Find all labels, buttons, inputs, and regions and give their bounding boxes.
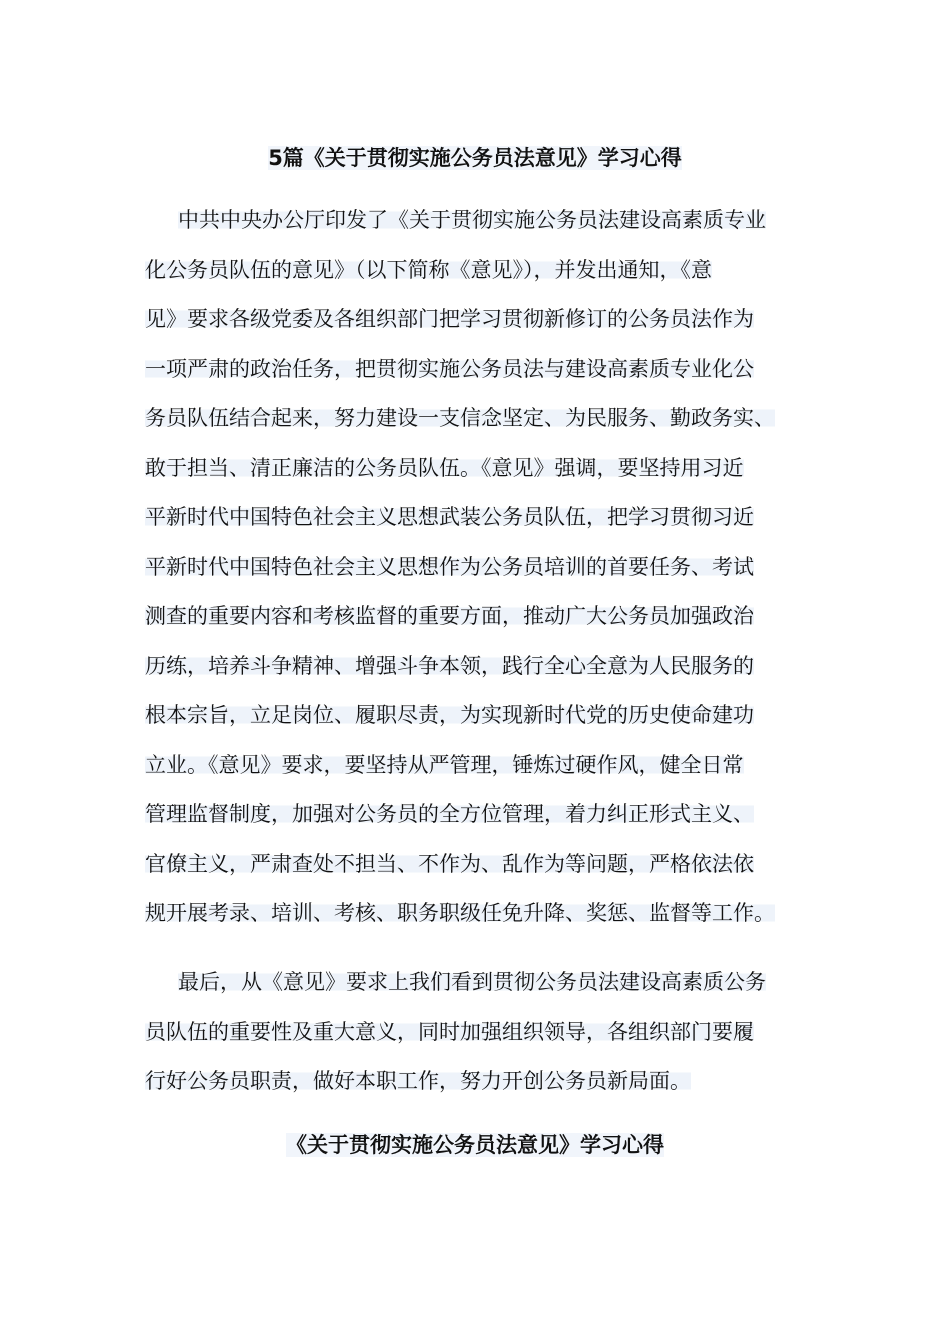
paragraph-line: 平新时代中国特色社会主义思想武装公务员队伍，把学习贯彻习近 (145, 505, 754, 529)
paragraph-line: 规开展考录、培训、考核、职务职级任免升降、奖惩、监督等工作。 (145, 901, 775, 925)
paragraph-line: 测查的重要内容和考核监督的重要方面，推动广大公务员加强政治 (145, 604, 754, 628)
paragraph-line: 务员队伍结合起来，努力建设一支信念坚定、为民服务、勤政务实、 (145, 406, 775, 430)
document-title (0, 143, 950, 173)
paragraph-2 (145, 958, 813, 1107)
paragraph-line: 员队伍的重要性及重大意义，同时加强组织领导，各组织部门要履 (145, 1019, 754, 1044)
paragraph-line: 官僚主义，严肃查处不担当、不作为、乱作为等问题，严格依法依 (145, 851, 754, 876)
paragraph-line: 敢于担当、清正廉洁的公务员队伍。《意见》强调，要坚持用习近 (145, 455, 744, 480)
paragraph-line: 行好公务员职责，做好本职工作，努力开创公务员新局面。 (145, 1069, 691, 1093)
paragraph-line: 一项严肃的政治任务，把贯彻实施公务员法与建设高素质专业化公 (145, 356, 754, 381)
section-title-text: 《关于贯彻实施公务员法意见》学习心得 (286, 1133, 664, 1157)
document-title-text: 5篇《关于贯彻实施公务员法意见》学习心得 (268, 146, 682, 170)
section-title (0, 1130, 950, 1160)
paragraph-line: 平新时代中国特色社会主义思想作为公务员培训的首要任务、考试 (145, 554, 754, 579)
paragraph-line: 见》要求各级党委及各组织部门把学习贯彻新修订的公务员法作为 (145, 307, 754, 331)
paragraph-line: 历练，培养斗争精神、增强斗争本领，践行全心全意为人民服务的 (145, 653, 754, 678)
paragraph-line: 管理监督制度，加强对公务员的全方位管理，着力纠正形式主义、 (145, 802, 754, 826)
paragraph-line: 根本宗旨，立足岗位、履职尽责，为实现新时代党的历史使命建功 (145, 703, 754, 727)
paragraph-1 (145, 196, 813, 939)
paragraph-line: 立业。《意见》要求，要坚持从严管理，锤炼过硬作风，健全日常 (145, 752, 744, 777)
paragraph-line: 化公务员队伍的意见》（以下简称《意见》），并发出通知，《意 (145, 257, 712, 282)
paragraph-line: 最后，从《意见》要求上我们看到贯彻公务员法建设高素质公务 (178, 970, 766, 994)
paragraph-line: 中共中央办公厅印发了《关于贯彻实施公务员法建设高素质专业 (178, 208, 766, 232)
